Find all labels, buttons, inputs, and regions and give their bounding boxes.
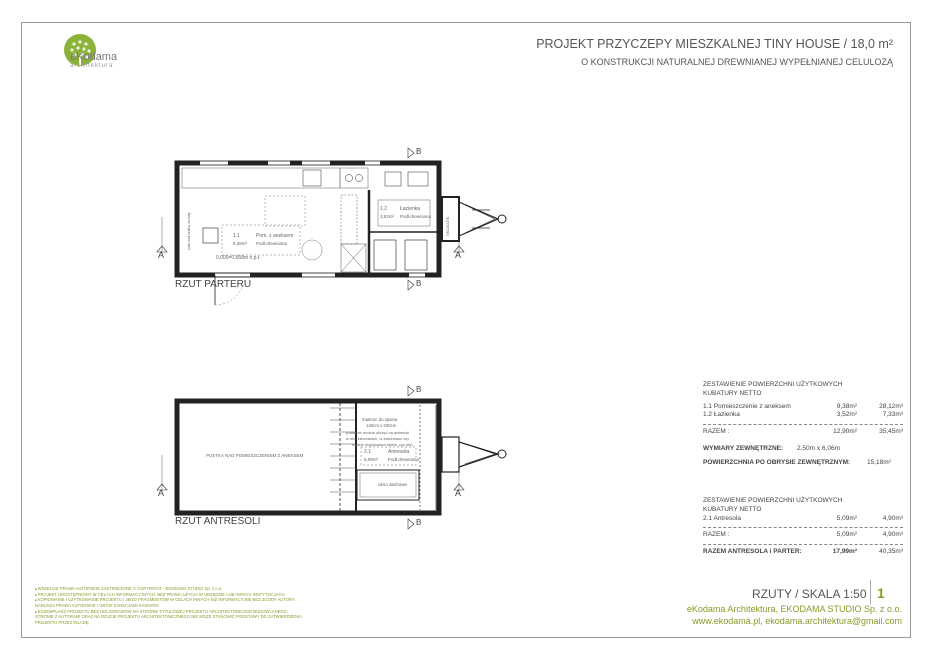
company-name: eKodama Architektura, EKODAMA STUDIO Sp. z o.o. (686, 604, 902, 614)
svg-text:Podł.drewniana: Podł.drewniana (388, 457, 420, 462)
note-item: ■ PROJEKT UDOSTĘPNIONY W CELACH INFORMACYJNYCH, BEZ PRAWA UŻYCIA W URZĘDZIE LUB INNYCH INSTYTUCJACH (35, 592, 305, 598)
section-b-bottom-ground: B (416, 279, 422, 288)
copyright-notes (35, 586, 305, 626)
svg-text:będzie regulowana strefa, czy: będzie regulowana strefa, czy nie) (352, 442, 413, 447)
svg-text:3,52m²: 3,52m² (380, 214, 395, 219)
svg-text:okno dachowe: okno dachowe (378, 482, 408, 487)
note-item: ■ KOPIOWANIE I UŻYTKOWANIE PROJEKTU I JEGO FRAGMENTÓW W CELACH INNYCH NIŻ INFORMACYJNE BEZ ZGODY AUTORA NARUSZA PRAWA AUTORSKIE I GROZI SANKCJAMI KARNYMI. (35, 597, 305, 608)
section-b-bottom-loft: B (416, 518, 422, 527)
svg-text:Antresola: Antresola (388, 449, 410, 455)
sheet-number: 1 (877, 585, 885, 601)
table-divider (703, 527, 903, 528)
svg-text:(materac można ułożyć na antre: (materac można ułożyć na antresoli (346, 430, 410, 435)
section-b-top-ground: B (416, 147, 422, 156)
table-sum-row: RAZEM ANTRESOLA i PARTER: 17,99m² 40,35m³ (703, 548, 903, 556)
svg-text:Podł.drewniana: Podł.drewniana (400, 214, 432, 219)
svg-text:PUSTKA NAD POMIESZCZENIEM Z AN: PUSTKA NAD POMIESZCZENIEM Z ANEKSEM (206, 453, 304, 458)
section-a-right-ground: A (455, 250, 462, 260)
note-item: ■ EGZEMPLARZ PROJEKTU BEZ HOLOGRAMÓW NA STRONIE TYTUŁOWEJ PROJEKTU ARCHITEKTONICZNO-BUDOWLANEGO, STRONIE Z AUTORAMI ORAZ NA RZUCIE PROJEKTU ARCHITEKTONICZNEGO NIE MOŻE STANOWIĆ PODSTAWY DO ZATWIERDZENIA PROJEKTU PRZEZ INLADĘ. (35, 609, 305, 626)
svg-text:w obu kierunkach, w zależności: w obu kierunkach, w zależności czy (346, 436, 410, 441)
section-a-right-loft: A (455, 488, 462, 498)
svg-text:materac do spania: materac do spania (362, 417, 398, 422)
table-row: 1.1 Pomieszczenie z aneksem 9,38m² 28,12m³ (703, 402, 903, 410)
project-title: PROJEKT PRZYCZEPY MIESZKALNEJ TINY HOUSE / 18,0 m² (536, 37, 893, 51)
svg-text:1.2: 1.2 (380, 206, 387, 212)
logo-name: eKodama (70, 51, 118, 63)
table-heading: ZESTAWIENIE POWIERZCHNI UŻYTKOWYCH KUBATURY NETTO (703, 381, 843, 397)
svg-text:Pom. z aneksem: Pom. z aneksem (256, 233, 294, 239)
svg-text:1.1: 1.1 (233, 233, 240, 239)
table-total-row: RAZEM : 5,09m² 4,90m³ (703, 531, 903, 539)
section-b-top-loft: B (416, 385, 422, 394)
table-row: 1.2 Łazienka 3,52m² 7,33m³ (703, 411, 903, 419)
svg-text:2.1: 2.1 (364, 449, 371, 455)
svg-text:półki nad szafką na buty: półki nad szafką na buty (187, 212, 191, 250)
section-a-left-loft: A (158, 488, 165, 498)
svg-text:9,38m²: 9,38m² (233, 241, 248, 246)
note-item: ■ WSZELKIE PRAWA AUTORSKIE ZASTRZEŻONE © COPYRIGHT - EKODAMA STUDIO Sp. z o.o. (35, 586, 305, 592)
logo-subtitle: architektura (70, 63, 114, 69)
svg-text:SKŁADZIK: SKŁADZIK (445, 216, 450, 236)
loft-floor-title: RZUT ANTRESOLI (175, 516, 261, 527)
scale-label: RZUTY / SKALA 1:50 (752, 587, 867, 601)
svg-text:5,09m²: 5,09m² (364, 457, 379, 462)
svg-text:0,000=0,668m n.p.t.: 0,000=0,668m n.p.t. (216, 255, 261, 261)
table-total-row: RAZEM : 12,90m² 35,45m³ (703, 428, 903, 436)
table-divider (703, 544, 903, 545)
table-divider (703, 424, 903, 425)
project-subtitle: O KONSTRUKCJI NATURALNEJ DREWNIANEJ WYPEŁNIANEJ CELULOZĄ (581, 57, 893, 67)
external-dimensions-row: WYMIARY ZEWNĘTRZNE: 2,50m x 6,06m (703, 444, 840, 452)
svg-text:Podł.drewniana: Podł.drewniana (256, 241, 288, 246)
area-table-loft (703, 497, 903, 557)
ground-floor-title: RZUT PARTERU (175, 279, 252, 290)
table-heading: ZESTAWIENIE POWIERZCHNI UŻYTKOWYCH KUBATURY NETTO (703, 497, 843, 513)
external-area-row: POWIERZCHNIA PO OBRYSIE ZEWNĘTRZNYM: 15,18m² (703, 458, 891, 466)
company-contact: www.ekodama.pl, ekodama.architektura@gmail.com (692, 616, 902, 626)
area-table-ground (703, 381, 903, 467)
svg-text:140cm x 200cm: 140cm x 200cm (366, 423, 397, 428)
section-a-left-ground: A (158, 250, 165, 260)
footer-divider (870, 580, 871, 604)
table-row: 2.1 Antresola 5,09m² 4,90m³ (703, 514, 903, 522)
svg-text:Łazienka: Łazienka (400, 206, 421, 212)
